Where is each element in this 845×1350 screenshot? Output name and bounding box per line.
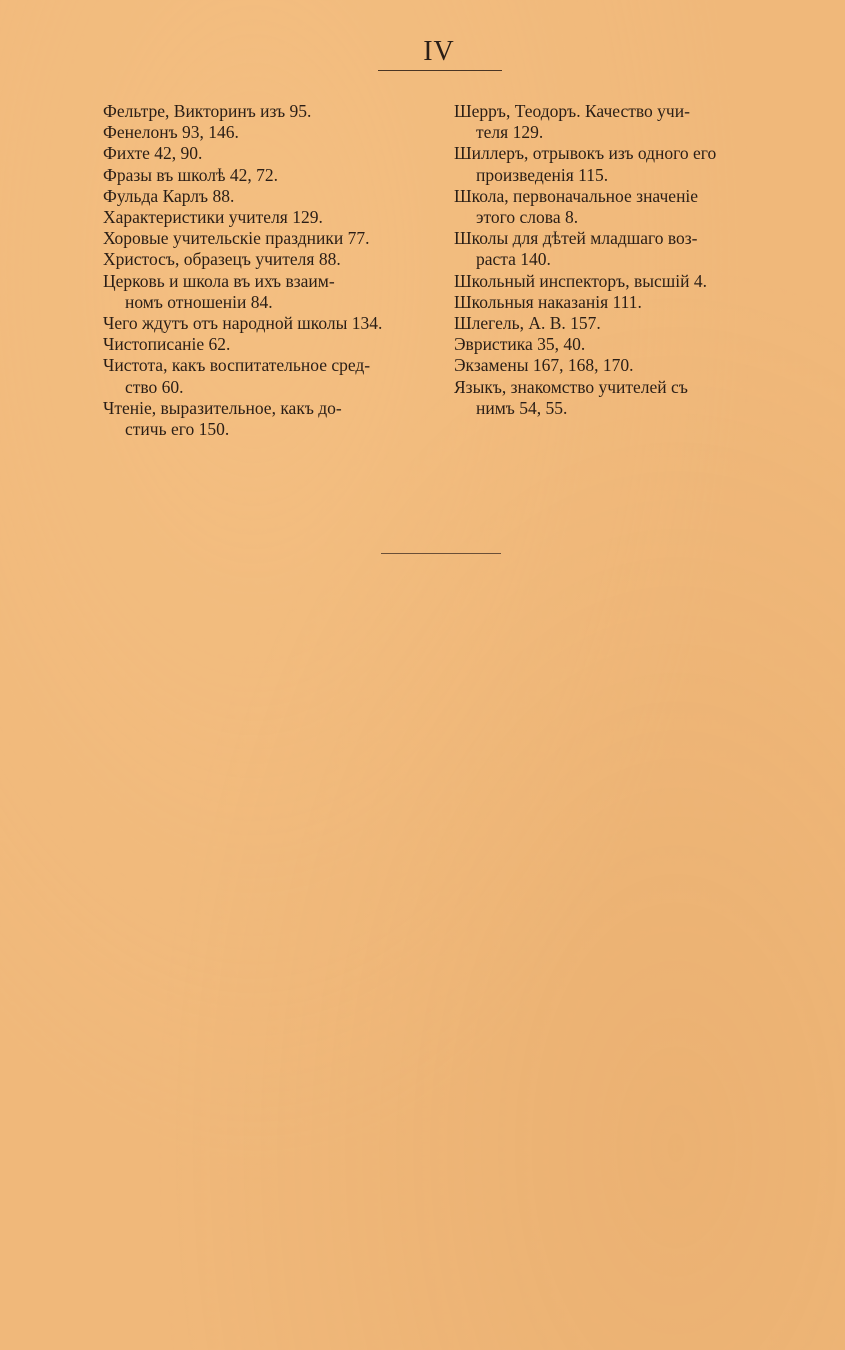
- index-entry: [103, 398, 427, 440]
- entry-text: Характеристики учителя 129.: [103, 207, 323, 228]
- entry-text: Христосъ, образецъ учителя 88.: [103, 249, 341, 270]
- page-number: IV: [423, 36, 455, 67]
- entry-continuation: произведенія 115.: [476, 164, 609, 185]
- entry-text: Фульда Карлъ 88.: [103, 185, 235, 206]
- entry-continuation: нимъ 54, 55.: [476, 397, 568, 418]
- index-entry: [454, 313, 778, 334]
- index-entry: [454, 271, 778, 292]
- entry-text: Эвристика 35, 40.: [454, 334, 586, 355]
- entry-text: Фельтре, Викторинъ изъ 95.: [103, 101, 312, 121]
- entry-text: Школа, первоначальное значеніе: [454, 185, 699, 206]
- index-entry: [454, 377, 778, 419]
- entry-text: Чистота, какъ воспитательное сред-: [103, 355, 371, 376]
- end-rule: [381, 553, 501, 554]
- index-entry: [103, 228, 427, 249]
- index-entry: [454, 355, 778, 376]
- index-entry: [454, 292, 778, 313]
- index-column-left: [103, 101, 427, 440]
- entry-text: Шиллеръ, отрывокъ изъ одного его: [454, 143, 717, 164]
- entry-text: Чего ждутъ отъ народной школы 134.: [103, 313, 383, 334]
- entry-continuation: раста 140.: [476, 249, 551, 270]
- entry-text: Фенелонъ 93, 146.: [103, 122, 239, 143]
- entry-continuation: этого слова 8.: [476, 207, 579, 228]
- entry-text: Фразы въ школѣ 42, 72.: [103, 164, 278, 185]
- index-entry: [454, 186, 778, 228]
- index-entry: [454, 228, 778, 270]
- index-entry: [454, 101, 778, 143]
- index-entry: [103, 186, 427, 207]
- entry-text: Чистописаніе 62.: [103, 334, 231, 355]
- entry-text: Шерръ, Теодоръ. Качество учи-: [454, 101, 690, 121]
- entry-text: Фихте 42, 90.: [103, 143, 203, 164]
- entry-text: Школьный инспекторъ, высшій 4.: [454, 270, 707, 291]
- header-rule: [378, 70, 502, 71]
- entry-continuation: стичь его 150.: [125, 419, 230, 440]
- index-entry: [103, 313, 427, 334]
- index-entry: [103, 165, 427, 186]
- entry-text: Чтеніе, выразительное, какъ до-: [103, 397, 342, 418]
- entry-text: Хоровые учительскіе праздники 77.: [103, 228, 370, 249]
- index-entry: [103, 122, 427, 143]
- entry-continuation: номъ отношеніи 84.: [125, 291, 273, 312]
- index-entry: [103, 101, 427, 122]
- entry-text: Шлегель, А. В. 157.: [454, 313, 601, 334]
- index-entry: [103, 143, 427, 164]
- index-entry: [454, 143, 778, 185]
- entry-text: Школьныя наказанія 111.: [454, 291, 642, 312]
- index-entry: [103, 249, 427, 270]
- entry-continuation: ство 60.: [125, 376, 184, 397]
- entry-text: Языкъ, знакомство учителей съ: [454, 376, 688, 397]
- index-entry: [103, 207, 427, 228]
- entry-text: Церковь и школа въ ихъ взаим-: [103, 270, 335, 291]
- index-entry: [103, 271, 427, 313]
- index-entry: [103, 355, 427, 397]
- index-column-right: [454, 101, 778, 419]
- entry-text: Экзамены 167, 168, 170.: [454, 355, 634, 376]
- index-entry: [454, 334, 778, 355]
- index-entry: [103, 334, 427, 355]
- entry-continuation: теля 129.: [476, 122, 544, 143]
- entry-text: Школы для дѣтей младшаго воз-: [454, 228, 698, 249]
